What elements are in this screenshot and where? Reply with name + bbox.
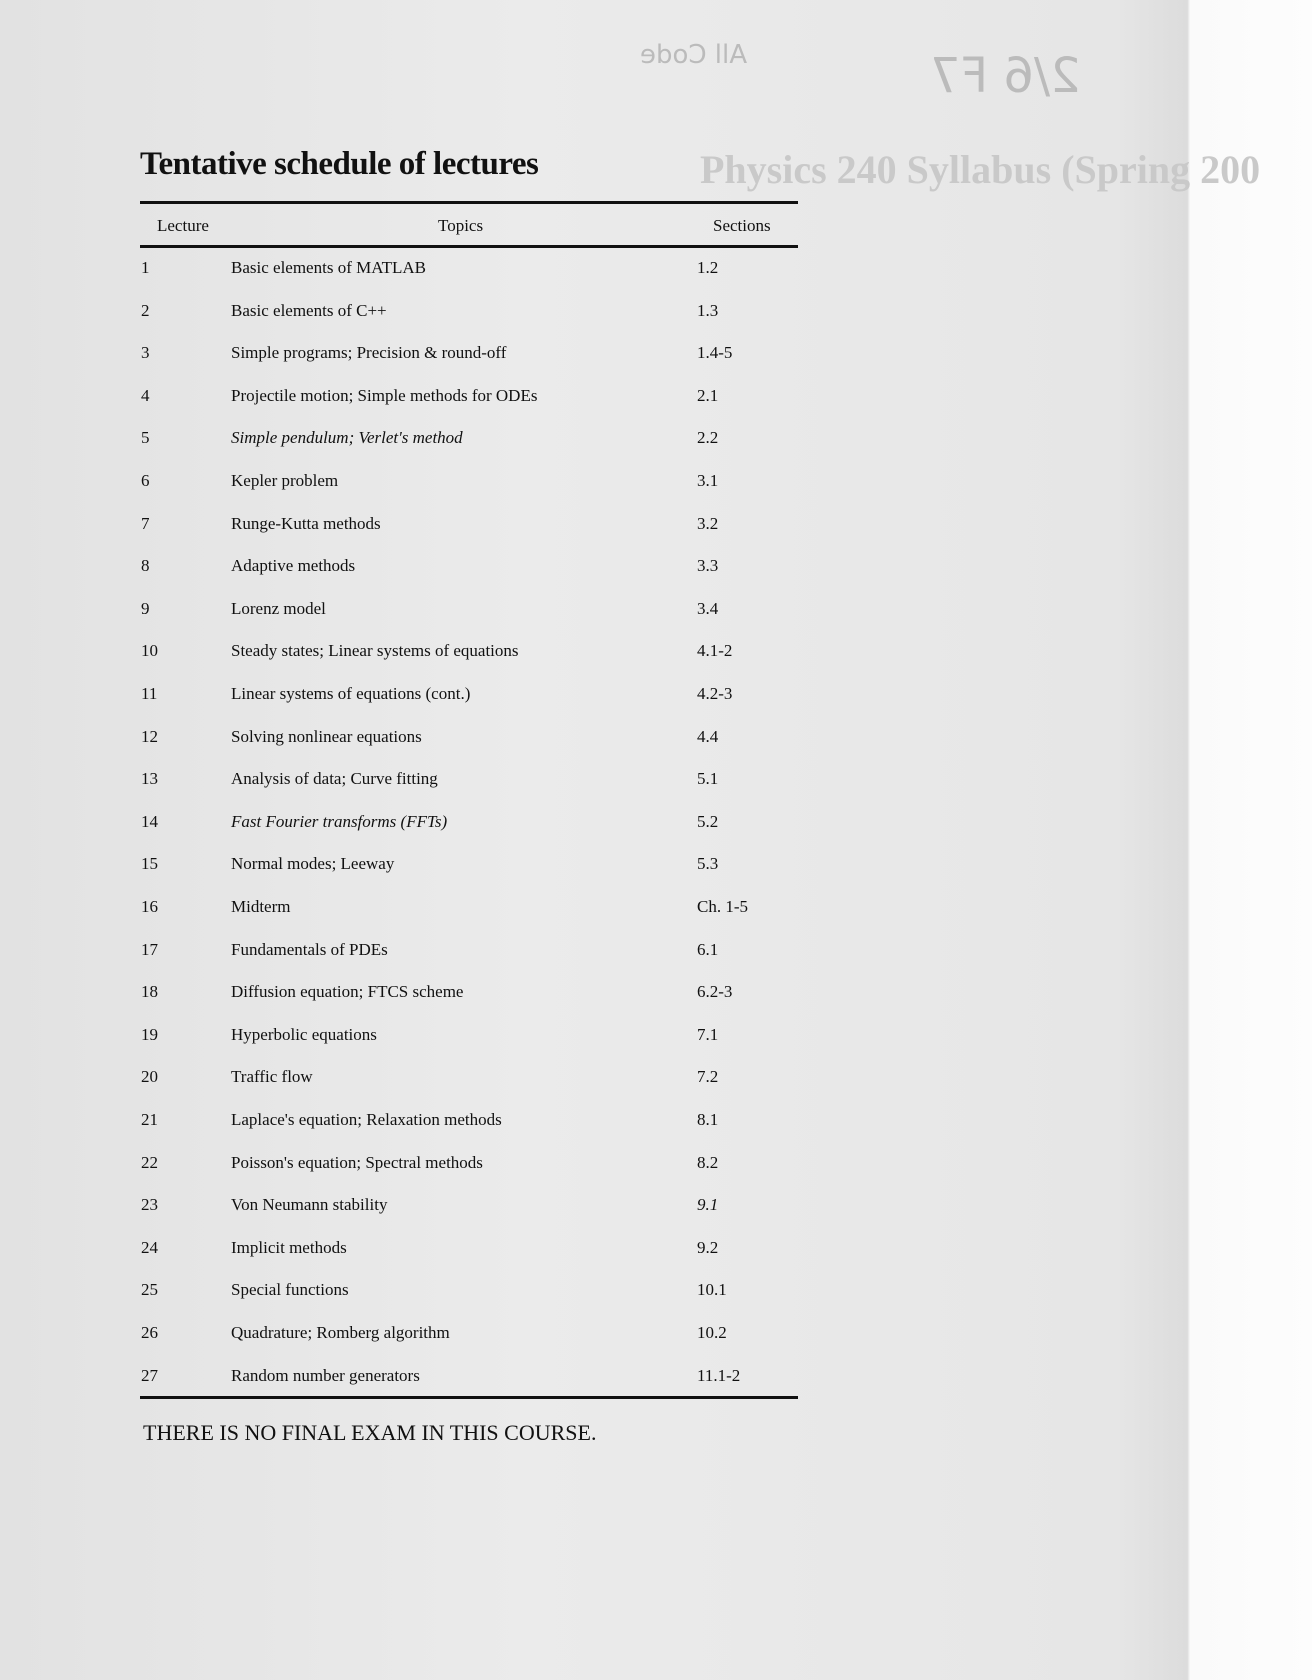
lecture-number: 27 bbox=[141, 1365, 158, 1385]
lecture-number: 14 bbox=[141, 811, 158, 831]
lecture-topic: Random number generators bbox=[231, 1365, 420, 1385]
lecture-topic: Simple programs; Precision & round-off bbox=[231, 343, 507, 363]
table-row bbox=[0, 727, 900, 751]
header-rule bbox=[140, 245, 798, 248]
lecture-sections: 5.3 bbox=[697, 854, 719, 874]
lecture-topic: Fast Fourier transforms (FFTs) bbox=[231, 811, 448, 831]
lecture-number: 23 bbox=[141, 1195, 158, 1215]
table-row bbox=[0, 258, 900, 282]
table-row bbox=[0, 1153, 900, 1177]
lecture-number: 21 bbox=[141, 1110, 158, 1129]
lecture-number: 19 bbox=[141, 1024, 158, 1044]
table-row bbox=[0, 386, 900, 410]
lecture-sections: 3.4 bbox=[697, 598, 719, 618]
lecture-topic: Kepler problem bbox=[231, 471, 339, 490]
lecture-topic: Runge-Kutta methods bbox=[231, 513, 381, 533]
lecture-number: 15 bbox=[141, 854, 158, 874]
lecture-number: 4 bbox=[141, 385, 150, 405]
lecture-sections: 4.1-2 bbox=[697, 641, 733, 661]
lecture-topic: Basic elements of MATLAB bbox=[231, 258, 426, 277]
lecture-topic: Poisson's equation; Spectral methods bbox=[231, 1152, 483, 1172]
table-row bbox=[0, 1110, 900, 1134]
lecture-number: 2 bbox=[141, 300, 150, 320]
table-row bbox=[0, 1366, 900, 1390]
lecture-topic: Simple pendulum; Verlet's method bbox=[231, 428, 463, 448]
lecture-topic: Hyperbolic equations bbox=[231, 1024, 377, 1044]
table-row bbox=[0, 428, 900, 452]
lecture-number: 17 bbox=[141, 939, 158, 959]
table-row bbox=[0, 684, 900, 708]
lecture-topic: Von Neumann stability bbox=[231, 1195, 388, 1215]
table-row bbox=[0, 982, 900, 1006]
lecture-topic: Traffic flow bbox=[231, 1067, 313, 1087]
lecture-topic: Lorenz model bbox=[231, 598, 326, 618]
lecture-sections: Ch. 1-5 bbox=[697, 897, 748, 916]
lecture-sections: 7.2 bbox=[697, 1067, 719, 1087]
table-row bbox=[0, 769, 900, 793]
lecture-topic: Midterm bbox=[231, 897, 291, 916]
lecture-number: 7 bbox=[141, 513, 150, 533]
table-row bbox=[0, 1280, 900, 1304]
table-bottom-rule bbox=[140, 1396, 798, 1399]
lecture-number: 1 bbox=[141, 258, 150, 277]
table-row bbox=[0, 1067, 900, 1091]
lecture-topic: Solving nonlinear equations bbox=[231, 726, 422, 746]
lecture-topic: Projectile motion; Simple methods for ODEs bbox=[231, 385, 538, 405]
header-sections: Sections bbox=[713, 216, 771, 235]
lecture-sections: 8.1 bbox=[697, 1110, 719, 1129]
lecture-sections: 5.1 bbox=[697, 769, 719, 789]
lecture-sections: 3.3 bbox=[697, 556, 719, 576]
lecture-sections: 9.2 bbox=[697, 1237, 719, 1257]
lecture-sections: 6.2-3 bbox=[697, 982, 733, 1002]
table-row bbox=[0, 301, 900, 325]
lecture-number: 5 bbox=[141, 428, 150, 448]
lecture-topic: Normal modes; Leeway bbox=[231, 854, 395, 874]
lecture-number: 6 bbox=[141, 471, 150, 490]
bleed-through-title: Physics 240 Syllabus (Spring 200 bbox=[700, 147, 1261, 192]
lecture-number: 11 bbox=[141, 684, 158, 703]
lecture-topic: Quadrature; Romberg algorithm bbox=[231, 1323, 450, 1342]
lecture-number: 12 bbox=[141, 726, 158, 746]
lecture-sections: 3.1 bbox=[697, 471, 719, 490]
lecture-topic: Steady states; Linear systems of equations bbox=[231, 641, 519, 661]
lecture-sections: 10.1 bbox=[697, 1280, 727, 1300]
lecture-sections: 9.1 bbox=[697, 1195, 719, 1215]
lecture-sections: 7.1 bbox=[697, 1024, 719, 1044]
footer-note: THERE IS NO FINAL EXAM IN THIS COURSE. bbox=[143, 1420, 597, 1445]
lecture-sections: 4.4 bbox=[697, 726, 719, 746]
page-title: Tentative schedule of lectures bbox=[140, 146, 539, 182]
lecture-sections: 1.4-5 bbox=[697, 343, 733, 363]
lecture-sections: 2.1 bbox=[697, 385, 719, 405]
lecture-sections: 10.2 bbox=[697, 1323, 727, 1342]
lecture-number: 10 bbox=[141, 641, 158, 661]
lecture-topic: Diffusion equation; FTCS scheme bbox=[231, 982, 464, 1002]
lecture-number: 8 bbox=[141, 556, 150, 576]
table-row bbox=[0, 1238, 900, 1262]
table-row bbox=[0, 812, 900, 836]
table-top-rule bbox=[140, 201, 798, 204]
lecture-sections: 1.2 bbox=[697, 258, 719, 277]
table-row bbox=[0, 1323, 900, 1347]
lecture-topic: Linear systems of equations (cont.) bbox=[231, 684, 471, 703]
lecture-number: 18 bbox=[141, 982, 158, 1002]
lecture-topic: Laplace's equation; Relaxation methods bbox=[231, 1110, 502, 1129]
table-row bbox=[0, 514, 900, 538]
lecture-number: 3 bbox=[141, 343, 150, 363]
lecture-sections: 5.2 bbox=[697, 811, 719, 831]
table-row bbox=[0, 897, 900, 921]
handwritten-note: All Code bbox=[640, 40, 748, 70]
header-lecture: Lecture bbox=[157, 216, 209, 235]
lecture-topic: Fundamentals of PDEs bbox=[231, 939, 388, 959]
lecture-number: 24 bbox=[141, 1237, 158, 1257]
lecture-number: 26 bbox=[141, 1323, 158, 1342]
lecture-number: 9 bbox=[141, 598, 150, 618]
lecture-topic: Adaptive methods bbox=[231, 556, 356, 576]
lecture-sections: 2.2 bbox=[697, 428, 719, 448]
lecture-number: 20 bbox=[141, 1067, 158, 1087]
table-row bbox=[0, 471, 900, 495]
lecture-sections: 1.3 bbox=[697, 300, 719, 320]
lecture-topic: Basic elements of C++ bbox=[231, 300, 387, 320]
lecture-sections: 11.1-2 bbox=[697, 1365, 741, 1385]
table-row bbox=[0, 940, 900, 964]
handwritten-code: 2/6 F7 bbox=[930, 48, 1081, 104]
lecture-sections: 8.2 bbox=[697, 1152, 719, 1172]
table-row bbox=[0, 599, 900, 623]
lecture-sections: 6.1 bbox=[697, 939, 719, 959]
lecture-number: 16 bbox=[141, 897, 158, 916]
lecture-number: 22 bbox=[141, 1152, 158, 1172]
lecture-topic: Implicit methods bbox=[231, 1237, 347, 1257]
table-row bbox=[0, 1195, 900, 1219]
lecture-sections: 4.2-3 bbox=[697, 684, 733, 703]
table-row bbox=[0, 556, 900, 580]
table-row bbox=[0, 1025, 900, 1049]
lecture-sections: 3.2 bbox=[697, 513, 719, 533]
lecture-topic: Special functions bbox=[231, 1280, 349, 1300]
table-row bbox=[0, 343, 900, 367]
lecture-number: 13 bbox=[141, 769, 158, 789]
table-row bbox=[0, 854, 900, 878]
table-row bbox=[0, 641, 900, 665]
header-topics: Topics bbox=[438, 216, 484, 235]
lecture-number: 25 bbox=[141, 1280, 158, 1300]
lecture-topic: Analysis of data; Curve fitting bbox=[231, 769, 438, 789]
